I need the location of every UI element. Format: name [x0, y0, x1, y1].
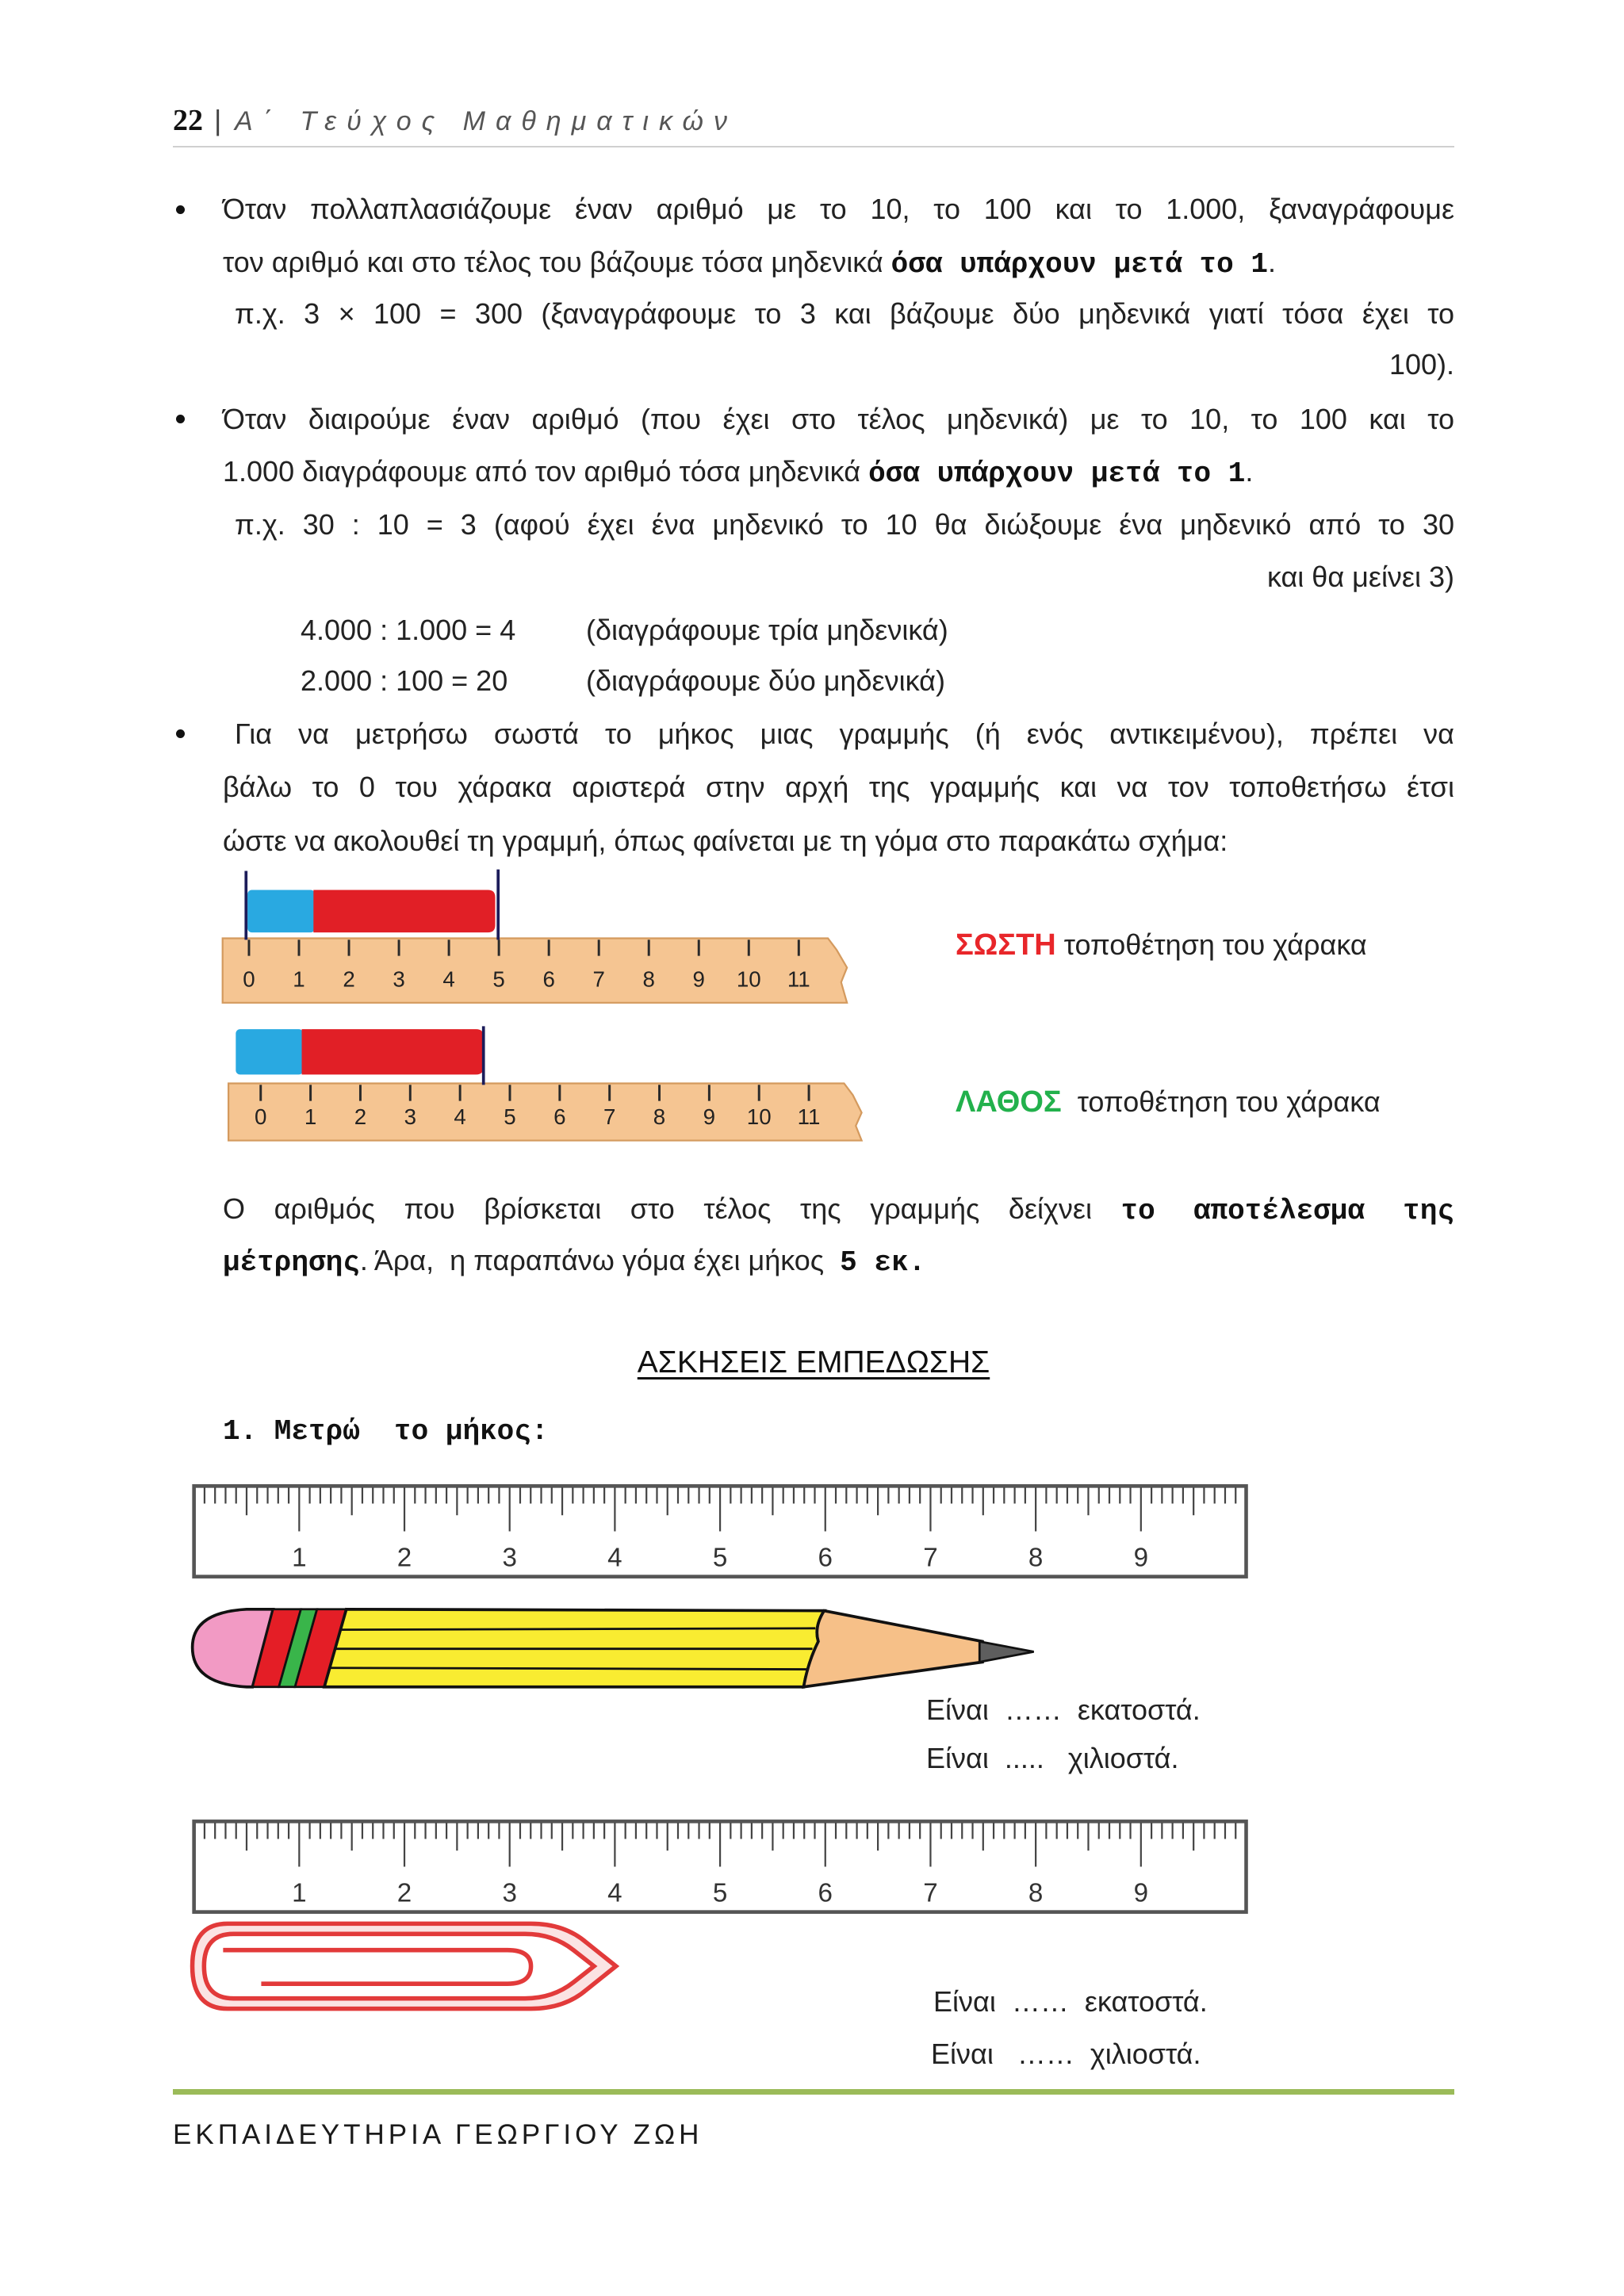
ruler-number: 6 [818, 1543, 833, 1573]
ruler-number: 7 [603, 1104, 616, 1130]
conclusion-text: . Άρα, η παραπάνω γόμα έχει μήκος [359, 1244, 841, 1276]
eraser-blue-part [236, 1029, 303, 1074]
ruler-number: 5 [712, 1543, 728, 1573]
eraser-correct [246, 870, 498, 940]
multiply-example-line2: 100). [1388, 348, 1454, 381]
multiply-example-line1: π.χ. 3 × 100 = 300 (ξαναγράφουμε το 3 και βάζουμε δύο μηδενικά γιατί τόσα έχει το [235, 297, 1454, 330]
eraser-blue-part [247, 890, 315, 932]
cm-ruler [188, 1480, 1254, 1582]
ruler-number: 4 [442, 966, 455, 992]
correct-placement-caption [956, 928, 1367, 962]
ruler-number: 3 [502, 1878, 517, 1908]
ruler-number: 9 [1133, 1543, 1149, 1573]
ruler-number: 3 [404, 1104, 417, 1130]
eraser-wrong [236, 1026, 483, 1085]
pencil-lead [979, 1641, 1033, 1662]
divide-example-line2: και θα μείνει 3) [1266, 561, 1454, 593]
ruler-wrong [228, 1083, 862, 1140]
ruler-number: 5 [504, 1104, 516, 1130]
ruler-number: 4 [607, 1543, 622, 1573]
multiply-rule-line1: Όταν πολλαπλασιάζουμε έναν αριθμό με το 10, το 100 και το 1.000, ξαναγράφουμε [223, 193, 1454, 225]
measure-rule-line1: Για να μετρήσω σωστά το μήκος μιας γραμμής (ή ενός αντικειμένου), πρέπει να [235, 718, 1454, 750]
ruler-number: 1 [304, 1104, 317, 1130]
ruler-number: 10 [746, 1104, 772, 1130]
page-number: 22 [173, 104, 203, 137]
bullet-icon [176, 415, 185, 423]
header-separator: | [214, 104, 222, 136]
conclusion-result: 5 εκ. [840, 1246, 926, 1279]
divide-rule-line1: Όταν διαιρούμε έναν αριθμό (που έχει στο τέλος μηδενικά) με το 10, το 100 και το [223, 403, 1454, 435]
correct-label: ΣΩΣΤΗ [956, 928, 1056, 962]
eraser-red-part [313, 890, 495, 932]
divide-rule-text: 1.000 διαγράφουμε από τον αριθμό τόσα μηδενικά [223, 455, 869, 488]
wrong-caption-text: τοποθέτηση του χάρακα [1061, 1085, 1381, 1118]
ruler-number: 5 [492, 966, 505, 992]
ruler-placement-figure [220, 865, 868, 1146]
bullet-icon [176, 729, 185, 738]
ruler-number: 8 [642, 966, 655, 992]
ruler-number: 2 [354, 1104, 367, 1130]
pencil-answer-mm: Είναι ..... χιλιοστά. [926, 1742, 1179, 1774]
ruler-number: 0 [255, 1104, 267, 1130]
ruler-number: 7 [592, 966, 605, 992]
ruler-number: 9 [692, 966, 705, 992]
paperclip-answer-cm: Είναι …… εκατοστά. [933, 1985, 1208, 2018]
ruler-correct [223, 938, 847, 1002]
conclusion-text: Ο αριθμός που βρίσκεται στο τέλος της γραμμής δείχνει [223, 1192, 1121, 1225]
ruler-number: 3 [502, 1543, 517, 1573]
ruler-number: 3 [393, 966, 405, 992]
exercises-title: ΑΣΚΗΣΕΙΣ ΕΜΠΕΔΩΣΗΣ [637, 1345, 990, 1380]
divide-example-note: (διαγράφουμε δύο μηδενικά) [586, 664, 945, 697]
pencil-illustration [188, 1598, 1041, 1694]
footer-divider [173, 2089, 1454, 2095]
ruler-number: 2 [396, 1543, 412, 1573]
divide-rule-emphasis: όσα υπάρχουν μετά το 1 [868, 457, 1246, 490]
ruler-number: 7 [923, 1543, 938, 1573]
multiply-rule-emphasis: όσα υπάρχουν μετά το 1 [891, 248, 1268, 281]
measure-rule-line2: βάλω το 0 του χάρακα αριστερά στην αρχή της γραμμής και να τον τοποθετήσω έτσι [223, 771, 1454, 803]
ruler-number: 11 [797, 1104, 821, 1130]
paperclip-answer-mm: Είναι …… χιλιοστά. [931, 2038, 1201, 2070]
ruler-number: 5 [712, 1878, 728, 1908]
header-title: Α΄ Τεύχος Μαθηματικών [235, 106, 738, 136]
ruler-number: 2 [396, 1878, 412, 1908]
ruler-number: 11 [787, 966, 810, 992]
ruler-number: 4 [454, 1104, 466, 1130]
divide-rule-end: . [1245, 455, 1254, 488]
bullet-icon [176, 205, 185, 214]
ruler-number: 10 [736, 966, 761, 992]
wrong-placement-caption [956, 1085, 1381, 1119]
ruler-number: 6 [542, 966, 555, 992]
divide-example-expression: 4.000 : 1.000 = 4 [301, 614, 516, 646]
divide-example-expression: 2.000 : 100 = 20 [301, 664, 508, 697]
pencil-facet-line [330, 1668, 808, 1670]
conclusion-line1 [223, 1192, 1454, 1229]
wrong-label: ΛΑΘΟΣ [956, 1085, 1062, 1119]
multiply-rule-text: τον αριθμό και στο τέλος του βάζουμε τόσα μηδενικά [223, 246, 891, 278]
header-divider [173, 146, 1454, 147]
exercise-1-prompt: 1. Μετρώ το μήκος: [223, 1415, 549, 1448]
ruler-number: 1 [293, 966, 305, 992]
paperclip-illustration [188, 1916, 623, 2016]
paperclip-middle-loop [204, 1934, 594, 1998]
conclusion-emphasis: το αποτέλεσμα της [1120, 1195, 1454, 1227]
ruler-number: 0 [243, 966, 255, 992]
ruler-number: 8 [653, 1104, 666, 1130]
ruler-number: 4 [607, 1878, 622, 1908]
divide-example-line1: π.χ. 30 : 10 = 3 (αφού έχει ένα μηδενικό το 10 θα διώξουμε ένα μηδενικό από το 30 [235, 508, 1454, 541]
ruler-number: 1 [292, 1543, 307, 1573]
pencil-wood-tip [803, 1611, 982, 1687]
multiply-rule-end: . [1267, 246, 1276, 278]
ruler-number: 9 [1133, 1878, 1149, 1908]
ruler-number: 6 [553, 1104, 566, 1130]
correct-caption-text: τοποθέτηση του χάρακα [1055, 928, 1367, 961]
footer-school-name: ΕΚΠΑΙΔΕΥΤΗΡΙΑ ΓΕΩΡΓΙΟΥ ΖΩΗ [173, 2119, 703, 2150]
eraser-red-part [302, 1029, 484, 1074]
ruler-number: 7 [923, 1878, 938, 1908]
ruler-number: 6 [818, 1878, 833, 1908]
conclusion-emphasis: μέτρησης [223, 1246, 360, 1279]
measure-rule-line3: ώστε να ακολουθεί τη γραμμή, όπως φαίνεται με τη γόμα στο παρακάτω σχήμα: [223, 825, 1228, 857]
divide-example-note: (διαγράφουμε τρία μηδενικά) [586, 614, 948, 646]
pencil-answer-cm: Είναι …… εκατοστά. [926, 1693, 1201, 1726]
ruler-number: 1 [292, 1878, 307, 1908]
ruler-number: 8 [1028, 1543, 1044, 1573]
pencil-facet-line [340, 1628, 815, 1630]
multiply-rule-line2 [223, 245, 1276, 282]
conclusion-line2 [223, 1243, 925, 1280]
divide-rule-line2 [223, 454, 1253, 492]
ruler-number: 8 [1028, 1878, 1044, 1908]
ruler-number: 2 [343, 966, 355, 992]
cm-ruler [188, 1816, 1254, 1918]
ruler-number: 9 [703, 1104, 716, 1130]
